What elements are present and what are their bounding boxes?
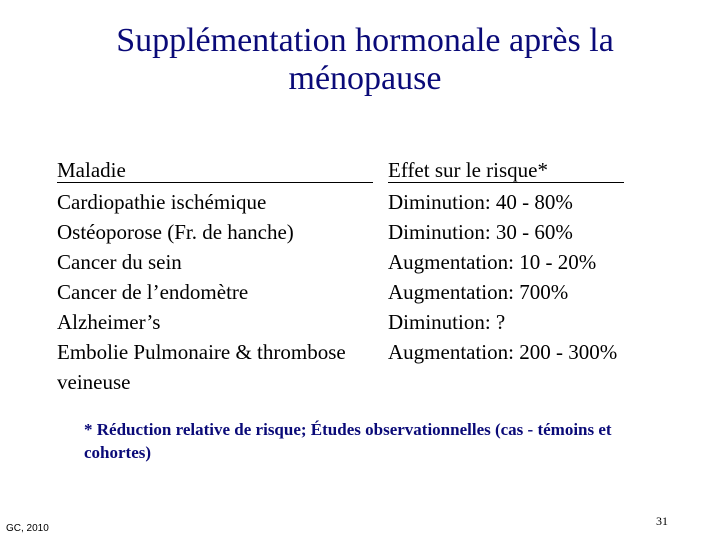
disease-header: Maladie [57,158,373,183]
risk-effect-item: Augmentation: 10 - 20% [388,250,597,274]
risk-effect-item: Diminution: ? [388,310,506,334]
risk-effect-column [388,155,688,367]
disease-item: Cancer de l’endomètre [57,280,249,304]
disease-item: Ostéoporose (Fr. de hanche) [57,220,294,244]
disease-item: Embolie Pulmonaire & thrombose veineuse [57,340,346,394]
disease-item: Alzheimer’s [57,310,161,334]
page-number: 31 [656,514,668,528]
title-line-2: ménopause [288,60,442,97]
risk-effect-header: Effet sur le risque* [388,158,624,183]
risk-effect-item: Augmentation: 200 - 300% [388,340,618,364]
author-credit: GC, 2010 [6,523,49,534]
disease-item: Cancer du sein [57,250,182,274]
title-line-1: Supplémentation hormonale après la [116,22,614,59]
footnote: * Réduction relative de risque; Études observationnelles (cas - témoins et cohortes) [84,420,612,462]
disease-item: Cardiopathie ischémique [57,190,267,214]
risk-effect-item: Diminution: 40 - 80% [388,190,573,214]
slide-title [0,22,720,98]
disease-column [57,155,377,397]
risk-effect-item: Diminution: 30 - 60% [388,220,573,244]
risk-effect-item: Augmentation: 700% [388,280,569,304]
